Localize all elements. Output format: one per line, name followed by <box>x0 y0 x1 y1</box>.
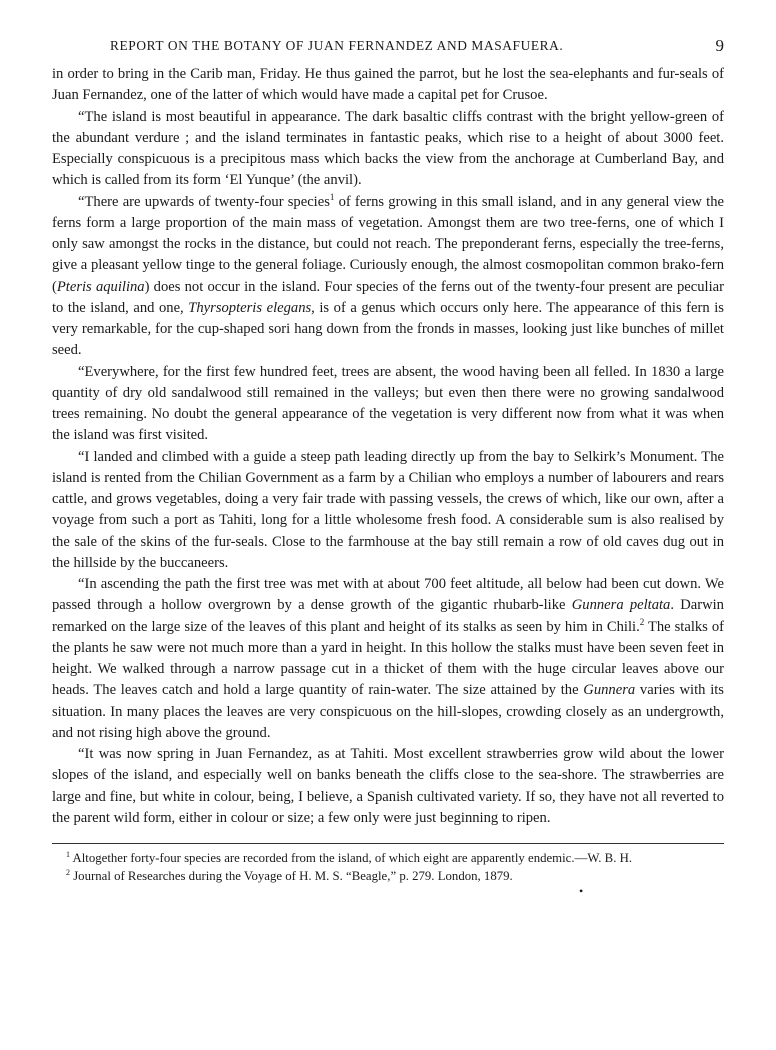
paragraph <box>52 362 724 447</box>
italic-name: Gunnera <box>583 682 636 699</box>
page-number: 9 <box>715 36 724 55</box>
paragraph <box>52 107 724 192</box>
paragraph <box>52 744 724 829</box>
text-run: ) does not occur in the island. Four species of the ferns out of the twenty-four present are peculiar to the island, and one, <box>52 278 724 316</box>
text-run: varies with its situation. In many places the leaves are very conspicuous on the hill-slopes, crowding closely as an undergrowth, and not rising high above the ground. <box>52 682 724 741</box>
footnote-text: Altogether forty-four species are recorded from the island, of which eight are apparently endemic.—W. B. H. <box>70 851 633 865</box>
text-run: , is of a genus which occurs only here. The appearance of this fern is very remarkable, for the cup-shaped sori hang down from the fronds in masses, looking just like bunches of millet seed. <box>52 299 724 359</box>
stray-dot: • <box>579 884 584 898</box>
text-run: “In ascending the path the first tree was met with at about 700 feet altitude, all below had been cut down. We passed through a hollow overgrown by a dense growth of the gigantic rhubarb-like <box>52 576 724 614</box>
running-title: REPORT ON THE BOTANY OF JUAN FERNANDEZ AND MASAFUERA. <box>110 38 564 53</box>
footnote-ref: 2 <box>639 616 645 627</box>
text-run: “I landed and climbed with a guide a steep path leading directly up from the bay to Selkirk’s Monument. The island is rented from the Chilian Government as a farm by a Chilian who employs a number of labourers and rears cattle, and grows vegetables, doing a very fair trade with passing vessels, the crews of which, like our own, after a voyage from such a port as Tahiti, long for a little wholesome fresh food. A considerable sum is also realised by the sale of the skins of the fur-seals. Close to the farmhouse at the bay still remain a row of old caves dug out in the hillside by the buccaneers. <box>52 448 724 571</box>
footnote-ref: 1 <box>329 191 335 202</box>
running-header <box>52 38 724 64</box>
paragraph <box>52 64 724 107</box>
text-run: The stalks of the plants he saw were not much more than a yard in height. In this hollow the stalks must have been seven feet in height. We walked through a narrow passage cut in a thicket of them with the huge circular leaves above our heads. The leaves catch and hold a large quantity of rain-water. The size attained by the <box>52 618 724 699</box>
text-run: in order to bring in the Carib man, Friday. He thus gained the parrot, but he lost the sea-elephants and fur-seals of Juan Fernandez, one of the latter of which would have made a capital pet for Crusoe. <box>52 66 724 104</box>
paragraph <box>52 192 724 362</box>
text-run: of ferns growing in this small island, and in any general view the ferns form a large proportion of the main mass of vegetation. Amongst them are two tree-ferns, one of which I only saw amongst the rocks in the distance, but could not reach. The preponderant ferns, especially the tree-ferns, give a pleasant yellow tinge to the general foliage. Curiously enough, the almost cosmopolitan common brako-fern ( <box>52 193 724 295</box>
footnote <box>52 868 724 886</box>
page <box>52 38 724 885</box>
italic-name: Pteris aquilina <box>56 278 145 295</box>
text-run: “The island is most beautiful in appearance. The dark basaltic cliffs contrast with the bright yellow-green of the abundant verdure ; and the island terminates in fantastic peaks, which rise to a height of about 3000 feet. Especially conspicuous is a precipitous mass which backs the view from the anchorage at Cumberland Bay, and which is called from its form ‘El Yunque’ (the anvil). <box>52 108 724 189</box>
text-run: “It was now spring in Juan Fernandez, as at Tahiti. Most excellent strawberries grow wild about the lower slopes of the island, and especially well on banks beneath the cliffs close to the sea-shore. The strawberries are large and fine, but white in colour, being, I believe, a Spanish cultivated variety. If so, they have not all reverted to the parent wild form, either in colour or size; a few only were just beginning to ripen. <box>52 746 724 826</box>
text-run: . Darwin remarked on the large size of the leaves of this plant and height of its stalks as seen by him in Chili. <box>52 597 724 635</box>
italic-name: Thyrsopteris elegans <box>188 299 312 316</box>
footnote-rule <box>52 843 724 844</box>
footnote-mark: 2 <box>66 867 70 877</box>
footnote-text: Journal of Researches during the Voyage of H. M. S. “Beagle,” p. 279. London, 1879. <box>70 868 513 883</box>
italic-name: Gunnera peltata <box>571 597 671 614</box>
footnotes <box>52 850 724 885</box>
text-run: “Everywhere, for the first few hundred feet, trees are absent, the wood having been all felled. In 1830 a large quantity of dry old sandalwood still remained in the valleys; but even then there were no growing sandalwood trees remaining. No doubt the general appearance of the vegetation is very different now from what it was when the island was first visited. <box>52 363 724 444</box>
footnote-mark: 1 <box>66 850 70 859</box>
text-run: “There are upwards of twenty-four species <box>78 193 330 210</box>
paragraph <box>52 447 724 575</box>
footnote <box>52 850 724 868</box>
paragraph <box>52 574 724 744</box>
body-text <box>52 64 724 829</box>
